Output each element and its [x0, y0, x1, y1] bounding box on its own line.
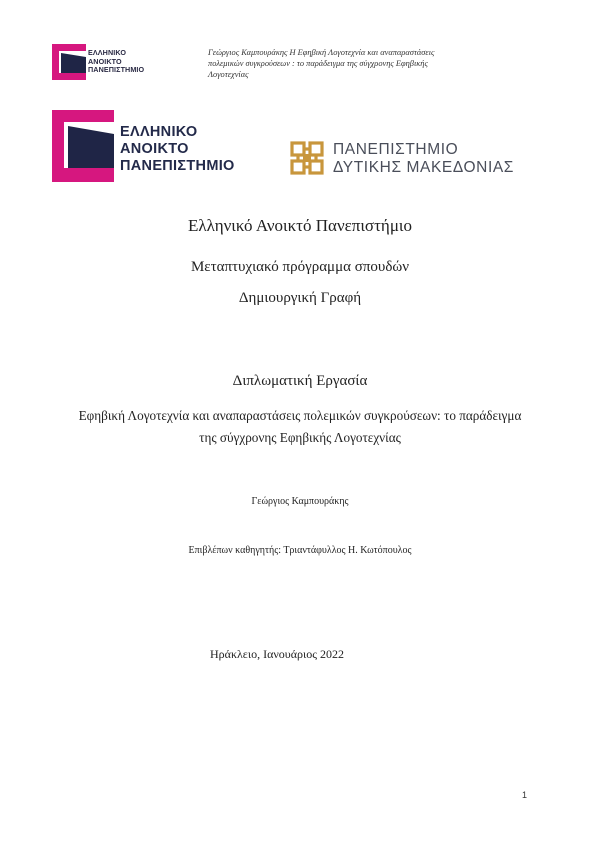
- document-type: Διπλωματική Εργασία: [232, 373, 368, 389]
- thesis-title: [40, 405, 560, 449]
- supervisor: Επιβλέπων καθηγητής: Τριαντάφυλλος Η. Κωτόπουλος: [188, 545, 412, 556]
- eap-logo-line3: ΠΑΝΕΠΙΣΤΗΜΙΟ: [120, 158, 235, 174]
- program-name: Μεταπτυχιακό πρόγραμμα σπουδών: [190, 259, 410, 275]
- eap-emblem-icon: [52, 110, 114, 182]
- thesis-title-line1: Εφηβική Λογοτεχνία και αναπαραστάσεις πολεμικών συγκρούσεων: το παράδειγμα: [78, 408, 522, 423]
- eap-logo: [52, 110, 252, 182]
- thesis-title-line2: της σύγχρονης Εφηβικής Λογοτεχνίας: [199, 430, 401, 445]
- running-header: [208, 47, 508, 81]
- running-header-line3: Λογοτεχνίας: [208, 70, 249, 80]
- eap-emblem-small-icon: [52, 44, 86, 80]
- uowm-logo-text: [333, 141, 514, 177]
- small-eap-logo: [52, 44, 152, 80]
- page-number: 1: [522, 790, 528, 800]
- small-logo-text: [88, 49, 144, 75]
- institution-name: Ελληνικό Ανοικτό Πανεπιστήμιο: [187, 216, 413, 235]
- author-name: Γεώργιος Καμπουράκης: [251, 496, 349, 507]
- eap-logo-text: [120, 124, 235, 175]
- meander-emblem-icon: [289, 140, 325, 176]
- uowm-logo-line2: ΔΥΤΙΚΗΣ ΜΑΚΕΔΟΝΙΑΣ: [333, 159, 514, 176]
- place-date: Ηράκλειο, Ιανουάριος 2022: [210, 647, 344, 661]
- running-header-line1: Γεώργιος Καμπουράκης Η Εφηβική Λογοτεχνία και αναπαραστάσεις: [208, 48, 435, 57]
- small-logo-line3: ΠΑΝΕΠΙΣΤΗΜΙΟ: [88, 65, 145, 75]
- uowm-logo: [289, 140, 519, 180]
- running-header-line2: πολεμικών συγκρούσεων : το παράδειγμα της σύγχρονης Εφηβικής: [208, 59, 428, 69]
- eap-logo-line1: ΕΛΛΗΝΙΚΟ: [120, 124, 198, 140]
- uowm-logo-line1: ΠΑΝΕΠΙΣΤΗΜΙΟ: [333, 141, 459, 158]
- small-logo-line1: ΕΛΛΗΝΙΚΟ: [88, 48, 127, 57]
- eap-logo-line2: ΑΝΟΙΚΤΟ: [120, 141, 189, 157]
- specialization-name: Δημιουργική Γραφή: [238, 290, 362, 306]
- small-logo-line2: ΑΝΟΙΚΤΟ: [88, 56, 122, 66]
